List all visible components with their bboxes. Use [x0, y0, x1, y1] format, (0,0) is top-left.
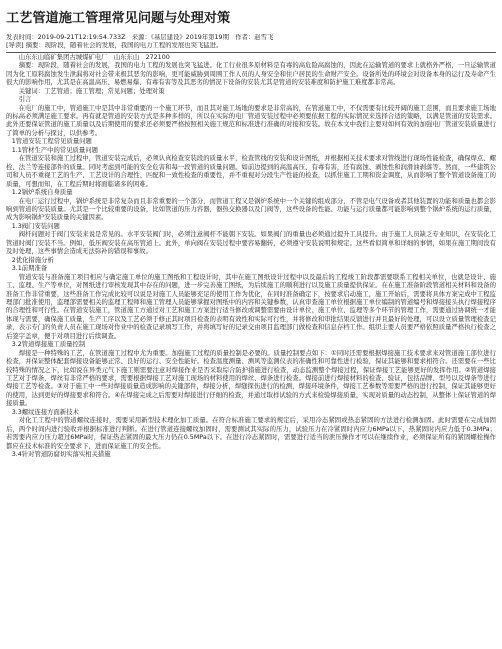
lead-summary: [导读] 摘要：现阶段，随着社会的发展，我国的电力工程的发展也突飞猛进。 [6, 42, 223, 50]
article-title: 工艺管道施工管理常见问题与处理对策 [6, 11, 231, 26]
section-3-3-paragraph: 对化工工程中的管道螺纹连接时，需要采用新型技术理化加工质量。在符合标准施工要求的规定后，采用冷态紧固或热态紧固的方法进行检测加固。此时需要在完成加固后，两个时间内进行验收并根据标准进行判断。在进行管道连接螺纹加固时，需要测试其实际的压力，试验压力在冷紧固时内应力6MPa以下，热紧固时内应力低于0.3MPa；若需要内应力压力超过6MPa时，保证热态紧固的最大压力仍在0.5MPa以下。在进行冷态紧固时，需要进行适当的泄压操作才可以在继续作业，必须保证所有的紧固螺栓操作都应在技术标准的安全要求下，进而保证施工的安全性。 [6, 417, 496, 450]
section-heading-1: 1管道安装工程常见质量问题 [11, 138, 92, 146]
section-1-2-paragraph: 在电厂运行过程中，锅炉系统是非常复杂而且非常重要的一个部分，而管道工程又是锅炉系统中一个关键的组成部分，不管是电气设备或者其他装置的功能和质量也都会影响到管道的安装质量。尤其是一个比较重要的设备，比如管道的压力容器，器热交换器以及门阀等，这些设备的性能、功能与运行质量都可能影响到整个锅炉系统的运行质量，成为影响锅炉安装质量的关键因素。 [6, 197, 496, 222]
section-3-1-paragraph: 管道安装与准备施工项目相应与确定施工单位的施工图纸和工程设计时，其中在施工图纸设计过程中以及最后的工程竣工阶段都需要联系工程相关单位，也就是设计、施工、监理、生产等单位，对图纸进行审核发现其中存在的问题，进一步完善施工图纸，为后续施工的顺利进行以及施工质量提供保证。在在施工准备阶段管道相关材料和设备的准备工作非常重要，这些准备工作完成比较可以说是对施工人员能够充足的使用工作为优化，在同时准备确定下，按要求启动施工，施工开始后，需要将具体方案完成中工程监理部门批准使用，监理部需要相关的监理工程师和施工管理人员能够掌握对图纸中的内容和关键参数，认真审查施工单位根据施工单位编制的管道编号和焊接接头执行焊接程序的合理性和可行性。在管道安装施工，管道施工方通过对工艺和施工方案进行适当修改或调整需要由设计单位、施工单位、监理等多个环节的管理工作，需要通过协调统一才能体现与需要，确保施工质量，生产工序以及工艺必须于修正其时项目检查的表明有效性和实际可行性，并将修改和审批结果反馈进行并且最好的处理，可以设立质量管理检查记录，表示专门的负责人员在施工现场对作业中的检查记录填写工作，并将填写好的记录交由项目监理部门做检查和信息存档工作。组织主要人员要严格依照质量严格执行检查之后签字盖章，便于对项目进行后续调查。 [6, 273, 496, 340]
intro-heading: 引言 [18, 96, 32, 104]
section-heading-2: 2优化措施分析 [11, 256, 54, 264]
article-body [6, 54, 496, 460]
intro-paragraph: 在电厂的施工中，管道施工中是其中非常重要的一个施工环节，而且其对施工场地的要求是非常高的，在管道施工中，不仅需要有比较开阔的施工范围，而且要求施工场地的标高必须满足施工要求。再有就是管道的安装方式是多种多样的，所以在实际的电厂管道安装过程中必须要依据工程的实际情况来选择合适的策略，以满足管道的安装需求。此外还要保证管道的施工质量以及后期使用的要求还必须要严格按照相关施工规范和标准进行准确的对接和安装。故在本文中我们主要对如何有效的加强电厂管道安装质量进行了简单的分析与探讨，以供参考。 [6, 104, 496, 137]
subsection-heading-3-1: 3.1前期准备 [11, 265, 48, 273]
header-divider [6, 52, 496, 53]
subsection-heading-3-3: 3.3螺纹连接方面新技术 [11, 408, 79, 416]
subsection-heading-3-2: 3.2管道焊接施工质量控制 [11, 341, 86, 349]
subsection-heading-1-1: 1.1管材生产中的常见质量问题 [11, 146, 98, 154]
section-1-1-paragraph: 在管道安装和施工过程中，管道安装完成后，必须认真检查安装段的质量水平，检查管线的安装和设计图纸，并根据相关技术要求对管线进行现场性能检查，确保焊点、螺栓、法兰等连接部件的质量。同时考虑到可能的安全危害和每一段管道的质量问题。如前边提到的高温高压、有毒有害，还有腐蚀、剥蚀性和润滑油剥落等。然而，一些建筑公司和人员不重视工艺的生产、工艺设计的合理性、匹配和一致性检查的重要性，并不重视对分段生产性能的检查，以抓住施工工期和资金调度，从而影响了整个管道设备施工的质量，可想而知，在工程后期时将面临诸多的困难。 [6, 155, 496, 188]
subsection-heading-1-3: 1.3阀门安装问题 [11, 222, 60, 230]
abstract-paragraph: 摘要：现阶段，随着社会的发展，我国的电力工程的发展也突飞猛进。化工行业很多原材料是有毒的高危险高腐蚀的，因此在运输管道的要求上就格外严格，一旦运输管道因为化工原料腐蚀发生泄漏将对社会带来极其恶劣的影响，更可能威胁到周围工作人员的人身安全和住户居民的生命财产安全。设备所处的环境会对设备本身的运行及寿命产生很大的影响作用，尤其是在高温高压、易燃易爆、有毒有害等及其恶劣的情况下设备的安装尤其是管道的安装难度和防护施工难度都非常高。 [6, 62, 496, 87]
section-1-3-paragraph: 阀杆问题对于阀门安装来说是常见的。水平安装阀门时，必须注意阀杆不能朝下安装。如果阀门的重量也必须通过提升工具提升。由于施工人员缺乏专业知识，在安装化工管道时阀门安装不当。例如，低压阀安装在高压管道上。此外，单向阀在安装过程中要容易翻转，必须遵守安装说明和规定。这些看似简单和详细的事情，如果在施工期间没有及时处理，这些事情会造成无法弥补的错误和事故。 [6, 231, 496, 256]
subsection-heading-3-4: 3.4针对管道防腐切实落实相关措施 [11, 451, 111, 459]
author-affiliation: 山东东山临矿集团古城煤矿电厂 山东东山 272100 [18, 53, 170, 61]
keywords-line: 关键词：工艺管道；施工管理；常见问题；处理对策 [18, 87, 165, 95]
publication-info: 发表时间：2019-09-21T12:19:54.733Z 来源：《基层建设》2019年第19期 作者：赵雪飞 [6, 34, 274, 41]
subsection-heading-1-2: 1.2锅炉系统自身质量 [11, 189, 73, 197]
section-3-2-paragraph: 焊接是一种特殊的工艺，在管道施工过程中尤为重要。加强施工过程的质量控制是必要的。质量控制要点如下：①同时还需要根据焊接施工技术要求来对管道施工部位进行检查，并保证整体配套焊接设备能够正常、良好的运行、安全性能好。检查温度测量、测风等监测仪表的准确性和可靠性进行检验，保证其能够和要求相符合。还需要在一些比较特殊的情况之下，比如说在异类元气下施工则需要注意对焊接作业是否采取综合防护措施进行检查，动态监测整个焊接过程，保证焊接工艺能够更好的发挥作用。②管道焊接工艺对于焊条、焊丝有非常严格的要求，需要根据焊接工艺对施工现场的材料使用的焊丝、焊条进行检查。焊接前进行焊接材料的检查、验证，包括品牌、型号以及焊条等进行焊接工艺等检查。③对于施工中一些对焊接质量造成影响的关键部件，焊接分析，焊缝探伤进行的检测，焊接环境条件，焊接工艺参数等需要严格的进行控制，保证其能够更好的使用，达到更好的焊接要求和符合。④在焊接完成之后需要对焊接进行仔细的检查，并通过取样试验的方式来检验焊接质量，实现对质量的动态控制，从整体上保证管道的焊接质量。 [6, 349, 496, 408]
